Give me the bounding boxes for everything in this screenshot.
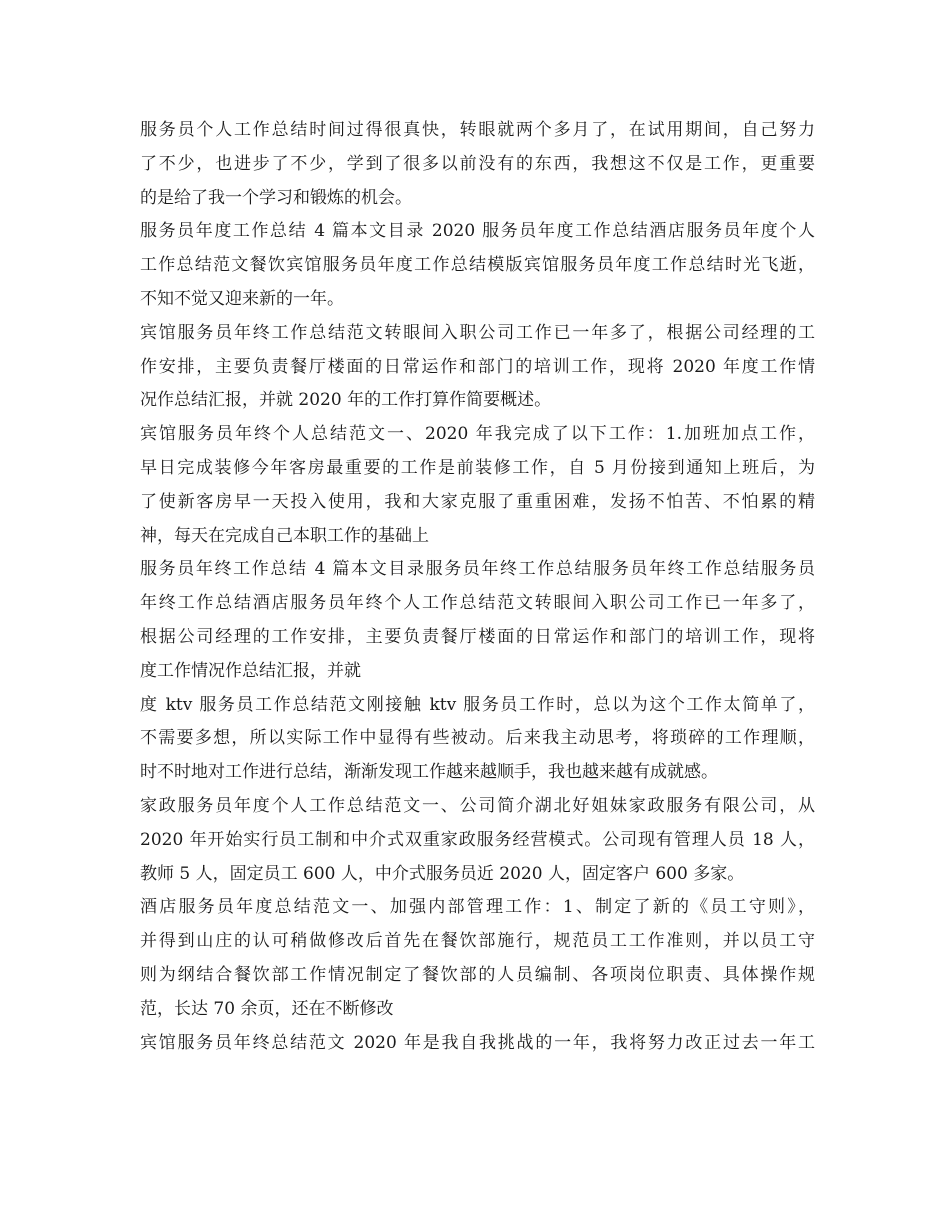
text-line: 度工作情况作总结汇报，并就 bbox=[140, 660, 361, 681]
text-line: 酒店服务员年度总结范文一、加强内部管理工作：1、制定了新的《员工守则》， bbox=[140, 897, 815, 918]
text-line: 则为纲结合餐饮部工作情况制定了餐饮部的人员编制、各项岗位职责、具体操作规 bbox=[140, 964, 815, 985]
text-line: 时不时地对工作进行总结，渐渐发现工作越来越顺手，我也越来越有成就感。 bbox=[140, 762, 718, 783]
text-line: 况作总结汇报，并就 2020 年的工作打算作简要概述。 bbox=[140, 390, 552, 411]
text-line: 了使新客房早一天投入使用，我和大家克服了重重困难，发扬不怕苦、不怕累的精 bbox=[140, 491, 815, 512]
text-line: 不需要多想，所以实际工作中显得有些被动。后来我主动思考，将琐碎的工作理顺， bbox=[140, 728, 815, 749]
text-line: 宾馆服务员年终工作总结范文转眼间入职公司工作已一年多了，根据公司经理的工 bbox=[140, 322, 815, 343]
text-line: 宾馆服务员年终个人总结范文一、2020 年我完成了以下工作：1.加班加点工作， bbox=[140, 424, 815, 445]
document-body bbox=[140, 114, 815, 1060]
text-line: 服务员年度工作总结 4 篇本文目录 2020 服务员年度工作总结酒店服务员年度个人 bbox=[140, 221, 815, 242]
text-line: 不知不觉又迎来新的一年。 bbox=[140, 288, 344, 309]
text-line: 根据公司经理的工作安排，主要负责餐厅楼面的日常运作和部门的培训工作，现将 bbox=[140, 626, 815, 647]
text-line: 宾馆服务员年终总结范文 2020 年是我自我挑战的一年，我将努力改正过去一年工 bbox=[140, 1032, 815, 1053]
text-line: 度 ktv 服务员工作总结范文刚接触 ktv 服务员工作时，总以为这个工作太简单了， bbox=[140, 694, 815, 715]
text-line: 服务员年终工作总结 4 篇本文目录服务员年终工作总结服务员年终工作总结服务员 bbox=[140, 559, 815, 580]
text-line: 年终工作总结酒店服务员年终个人工作总结范文转眼间入职公司工作已一年多了， bbox=[140, 593, 815, 614]
text-line: 早日完成装修今年客房最重要的工作是前装修工作，自 5 月份接到通知上班后，为 bbox=[140, 457, 815, 478]
text-line: 服务员个人工作总结时间过得很真快，转眼就两个多月了，在试用期间，自己努力 bbox=[140, 120, 815, 140]
text-line: 了不少，也进步了不少，学到了很多以前没有的东西，我想这不仅是工作，更重要 bbox=[140, 153, 815, 174]
text-line: 工作总结范文餐饮宾馆服务员年度工作总结模版宾馆服务员年度工作总结时光飞逝， bbox=[140, 255, 815, 276]
text-line: 并得到山庄的认可稍做修改后首先在餐饮部施行，规范员工工作准则，并以员工守 bbox=[140, 931, 815, 952]
text-line: 范，长达 70 余页，还在不断修改 bbox=[140, 998, 394, 1019]
text-line: 2020 年开始实行员工制和中介式双重家政服务经营模式。公司现有管理人员 18 人， bbox=[140, 829, 815, 850]
text-line: 家政服务员年度个人工作总结范文一、公司简介湖北好姐妹家政服务有限公司，从 bbox=[140, 795, 815, 816]
text-line: 的是给了我一个学习和锻炼的机会。 bbox=[140, 187, 412, 208]
text-line: 作安排，主要负责餐厅楼面的日常运作和部门的培训工作，现将 2020 年度工作情 bbox=[140, 356, 815, 377]
text-line: 神，每天在完成自己本职工作的基础上 bbox=[140, 525, 429, 546]
text-line: 教师 5 人，固定员工 600 人，中介式服务员近 2020 人，固定客户 600 多家。 bbox=[140, 863, 745, 884]
